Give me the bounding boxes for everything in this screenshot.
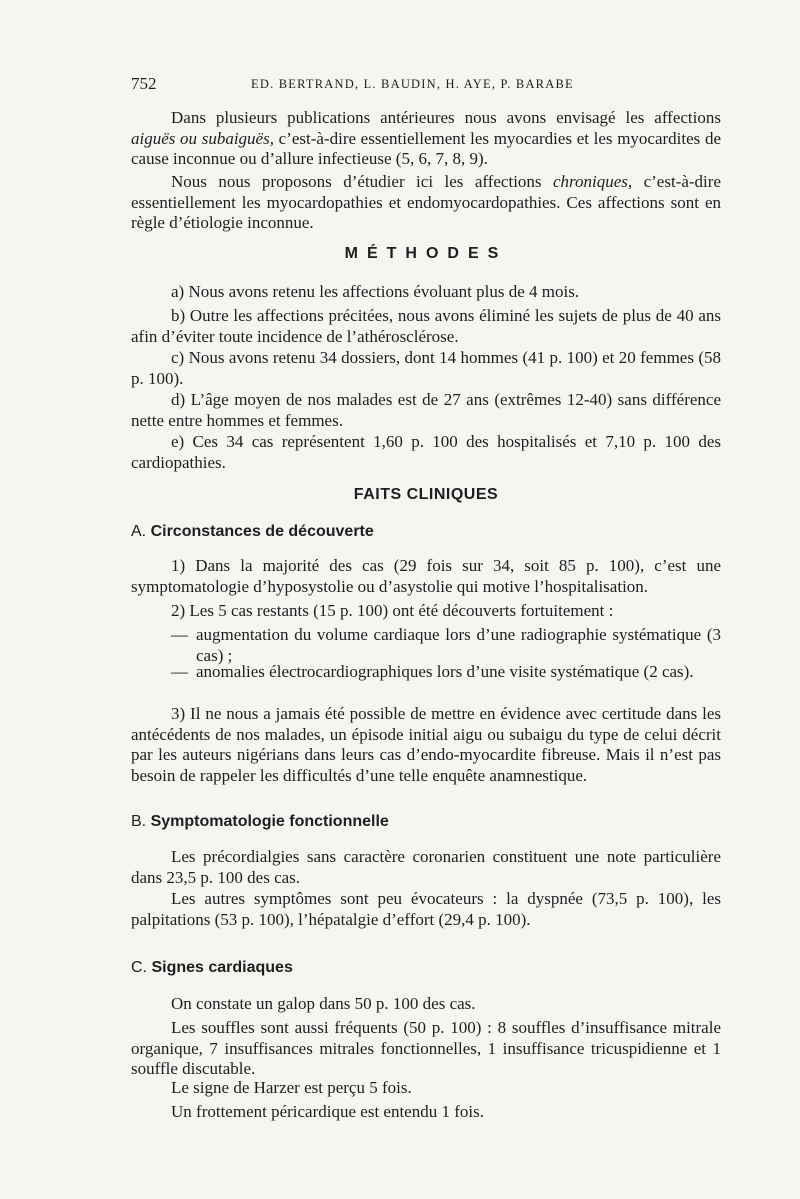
- section-b-heading: [131, 813, 721, 831]
- section-b-paragraph: Les autres symptômes sont peu évocateurs : la dyspnée (73,5 p. 100), les palpitations (53 p. 100), l’hépatalgie d’effort (29,4 p. 100).: [131, 889, 721, 929]
- section-a-heading: [131, 523, 721, 541]
- section-a-paragraph: 2) Les 5 cas restants (15 p. 100) ont été découverts fortuitement :: [171, 601, 614, 620]
- section-b-p1: [131, 847, 721, 888]
- section-a-dash-2: [131, 662, 721, 683]
- methodes-item: a) Nous avons retenu les affections évoluant plus de 4 mois.: [171, 282, 580, 301]
- intro-p1-text: Dans plusieurs publications antérieures nous avons envisagé les affections: [171, 108, 721, 127]
- section-c-p1: [131, 994, 721, 1015]
- section-a-p3: [131, 704, 721, 786]
- intro-paragraph-1: [131, 108, 721, 170]
- section-b-p2: [131, 889, 721, 930]
- intro-paragraph-2: [131, 172, 721, 234]
- intro-p2-italic: chroniques,: [552, 172, 633, 191]
- dash-marker: —: [171, 662, 188, 681]
- section-b-paragraph: Les précordialgies sans caractère coronarien constituent une note particulière dans 23,5 p. 100 des cas.: [131, 847, 721, 887]
- methodes-item-b: [131, 306, 721, 347]
- methodes-heading: MÉTHODES: [344, 245, 508, 262]
- section-a-paragraph: 1) Dans la majorité des cas (29 fois sur 34, soit 85 p. 100), c’est une symptomatologie d’hyposystolie ou d’asystolie qui motive l’hospitalisation.: [131, 556, 721, 596]
- faits-heading: FAITS CLINIQUES: [353, 486, 499, 503]
- methodes-item-a: [131, 282, 721, 303]
- running-head: ED. BERTRAND, L. BAUDIN, H. AYE, P. BARABE: [251, 77, 574, 91]
- methodes-item: b) Outre les affections précitées, nous avons éliminé les sujets de plus de 40 ans afin d’éviter toute incidence de l’athérosclérose.: [131, 306, 721, 346]
- section-a-dash-1: [131, 625, 721, 666]
- section-a-title: Circonstances de découverte: [150, 523, 374, 540]
- page-number: 752: [131, 74, 157, 93]
- section-c-p4: [131, 1102, 721, 1123]
- list-item-text: augmentation du volume cardiaque lors d’une radiographie systématique (3 cas) ;: [196, 625, 721, 665]
- section-a-paragraph: 3) Il ne nous a jamais été possible de mettre en évidence avec certitude dans les antécédents de nos malades, un épisode initial aigu ou subaigu du type de celui décrit par les auteurs nigérians dans leurs cas d’endo-myocardite fibreuse. Mais il n’est pas besoin de rappeler les difficultés d’une telle enquête anamnestique.: [131, 704, 721, 785]
- list-item: [131, 625, 721, 666]
- section-c-p2: [131, 1018, 721, 1080]
- faits-heading-wrap: [131, 486, 721, 504]
- methodes-item-c: [131, 348, 721, 389]
- section-b-title: Symptomatologie fonctionnelle: [150, 813, 389, 830]
- section-c-title: Signes cardiaques: [151, 959, 293, 976]
- section-a-p1: [131, 556, 721, 597]
- section-c-paragraph: On constate un galop dans 50 p. 100 des cas.: [171, 994, 476, 1013]
- methodes-item: e) Ces 34 cas représentent 1,60 p. 100 des hospitalisés et 7,10 p. 100 des cardiopathies.: [131, 432, 721, 472]
- methodes-item-e: [131, 432, 721, 473]
- intro-p1-italic: aiguës ou subaiguës,: [131, 128, 274, 148]
- intro-p2-text-cont: c’est-à-dire essentiellement les myocardopathies et endomyocardopathies. Ces affections sont en règle d’étiologie inconnue.: [131, 172, 721, 232]
- list-item-text: anomalies électrocardiographiques lors d’une visite systématique (2 cas).: [196, 662, 694, 681]
- dash-marker: —: [171, 625, 188, 644]
- list-item: [131, 662, 721, 683]
- intro-p2-text: Nous nous proposons d’étudier ici les affections: [171, 172, 553, 191]
- section-c-paragraph: Les souffles sont aussi fréquents (50 p. 100) : 8 souffles d’insuffisance mitrale organique, 7 insuffisances mitrales fonctionnelles, 1 insuffisance tricuspidienne et 1 souffle discutable.: [131, 1018, 721, 1078]
- section-a-p2: [131, 601, 721, 622]
- section-a-letter: A.: [131, 523, 147, 540]
- section-c-paragraph: Le signe de Harzer est perçu 5 fois.: [171, 1078, 412, 1097]
- methodes-item: c) Nous avons retenu 34 dossiers, dont 14 hommes (41 p. 100) et 20 femmes (58 p. 100).: [131, 348, 721, 388]
- methodes-heading-wrap: [131, 245, 721, 263]
- methodes-item-d: [131, 390, 721, 431]
- section-c-letter: C.: [131, 959, 147, 976]
- section-c-p3: [131, 1078, 721, 1099]
- section-c-paragraph: Un frottement péricardique est entendu 1 fois.: [171, 1102, 484, 1121]
- section-c-heading: [131, 959, 721, 977]
- methodes-item: d) L’âge moyen de nos malades est de 27 ans (extrêmes 12-40) sans différence nette entre hommes et femmes.: [131, 390, 721, 430]
- intro-p1-text-cont: c’est-à-dire essentiellement les myocardies et les myocardites de cause inconnue ou d’allure infectieuse (5, 6, 7, 8, 9).: [131, 128, 721, 168]
- section-b-letter: B.: [131, 813, 147, 830]
- page-header: [131, 74, 721, 96]
